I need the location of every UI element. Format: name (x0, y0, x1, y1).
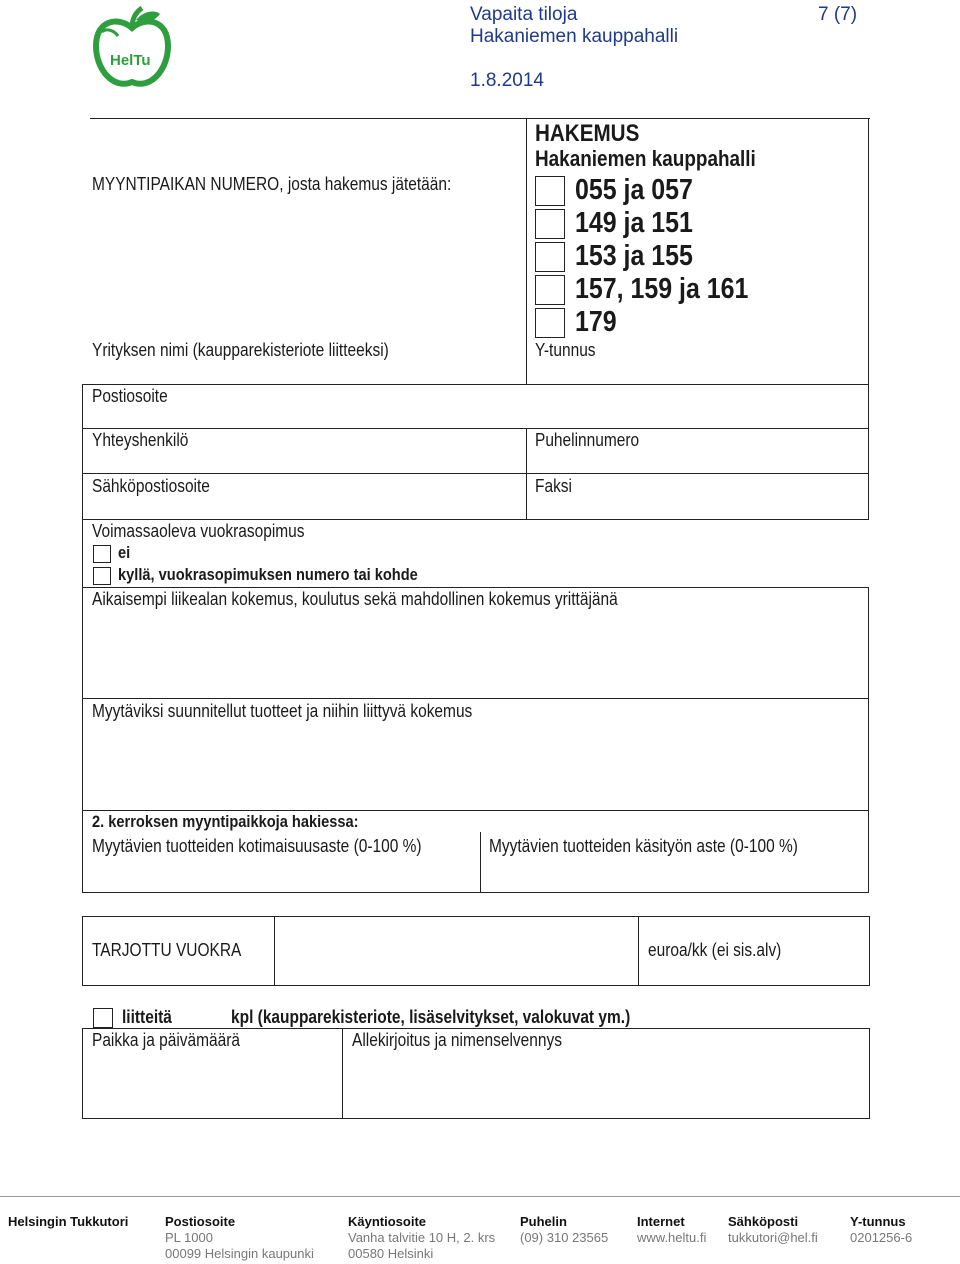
option-checkbox-2[interactable] (535, 209, 565, 239)
footer-postal-line2: 00099 Helsingin kaupunki (165, 1246, 314, 1261)
experience-field[interactable]: Aikaisempi liikealan kokemus, koulutus sekä mahdollinen kokemus yrittäjänä (92, 589, 618, 609)
row-divider-4 (82, 519, 869, 520)
lease-label: Voimassaoleva vuokrasopimus (92, 521, 305, 541)
apple-logo-icon (92, 6, 172, 94)
footer-visit-line1: Vanha talvitie 10 H, 2. krs (348, 1230, 496, 1245)
domestic-share-field[interactable]: Myytävien tuotteiden kotimaisuusaste (0-100 %) (92, 836, 422, 856)
footer-web-label: Internet (637, 1214, 685, 1229)
application-heading: HAKEMUS (535, 120, 640, 147)
option-checkbox-5[interactable] (535, 308, 565, 338)
offered-rent-label: TARJOTTU VUOKRA (92, 940, 242, 960)
rent-unit-label: euroa/kk (ei sis.alv) (648, 940, 782, 960)
option-label-5: 179 (575, 306, 617, 338)
footer-visit-label: Käyntiosoite (348, 1214, 427, 1229)
attachments-description: kpl (kaupparekisteriote, lisäselvitykset, valokuvat ym.) (231, 1007, 631, 1027)
row-divider-1 (82, 384, 869, 385)
lease-yes-checkbox[interactable] (93, 567, 111, 585)
application-heading-sub: Hakaniemen kauppahalli (535, 146, 756, 171)
business-id-field[interactable]: Y-tunnus (535, 340, 596, 360)
lease-no-checkbox[interactable] (93, 545, 111, 563)
footer-phone-value: (09) 310 23565 (520, 1230, 609, 1245)
phone-field[interactable]: Puhelinnumero (535, 430, 640, 450)
footer-org: Helsingin Tukkutori (8, 1214, 129, 1229)
attachments-checkbox[interactable] (93, 1008, 113, 1028)
form-right-border-bottom (868, 587, 869, 892)
row-divider-3 (82, 473, 869, 474)
footer-postal-label: Postiosoite (165, 1214, 236, 1229)
fax-field[interactable]: Faksi (535, 476, 572, 496)
lease-yes-label: kyllä, vuokrasopimuksen numero tai kohde (118, 565, 418, 584)
footer-divider (0, 1196, 960, 1197)
place-date-field[interactable]: Paikka ja päivämäärä (92, 1030, 241, 1050)
second-floor-label: 2. kerroksen myyntipaikkoja hakiessa: (92, 812, 359, 831)
footer-visit-line2: 00580 Helsinki (348, 1246, 434, 1261)
document-date: 1.8.2014 (470, 70, 544, 91)
postal-address-field[interactable]: Postiosoite (92, 386, 168, 406)
form-col-divider-3 (480, 832, 481, 892)
heltu-logo (92, 6, 172, 94)
option-label-4: 157, 159 ja 161 (575, 273, 749, 305)
form-right-border-top (868, 118, 869, 520)
footer-web-link[interactable]: www.heltu.fi (637, 1230, 707, 1245)
company-name-field[interactable]: Yrityksen nimi (kaupparekisteriote liitteeksi) (92, 340, 389, 360)
contact-person-field[interactable]: Yhteyshenkilö (92, 430, 189, 450)
row-divider-6 (82, 698, 869, 699)
form-bottom-border (82, 892, 869, 893)
row-divider-7 (82, 810, 869, 811)
option-checkbox-1[interactable] (535, 176, 565, 206)
footer-phone-label: Puhelin (520, 1214, 567, 1229)
form-left-border (82, 384, 83, 892)
footer-email-label: Sähköposti (728, 1214, 799, 1229)
logo-text: HelTu (110, 52, 151, 69)
rent-divider-1 (274, 916, 275, 985)
form-col-divider-2 (526, 428, 527, 520)
page-number: 7 (7) (818, 4, 858, 25)
option-label-3: 153 ja 155 (575, 240, 693, 272)
lease-no-label: ei (118, 543, 131, 562)
products-field[interactable]: Myytäviksi suunnitellut tuotteet ja niihin liittyvä kokemus (92, 701, 473, 721)
form-col-divider-1 (526, 118, 527, 384)
footer-id-label: Y-tunnus (850, 1214, 906, 1229)
attachments-label: liitteitä (122, 1007, 172, 1027)
option-label-2: 149 ja 151 (575, 207, 693, 239)
row-divider-5 (82, 587, 869, 588)
rent-divider-2 (638, 916, 639, 985)
signature-divider (342, 1028, 343, 1118)
sales-point-label: MYYNTIPAIKAN NUMERO, josta hakemus jätetään: (92, 174, 452, 194)
footer-email-link[interactable]: tukkutori@hel.fi (728, 1230, 818, 1245)
document-title: Vapaita tiloja (470, 4, 578, 25)
option-label-1: 055 ja 057 (575, 174, 693, 206)
option-checkbox-4[interactable] (535, 275, 565, 305)
offered-rent-input[interactable] (276, 918, 636, 982)
row-divider-2 (82, 428, 869, 429)
email-field[interactable]: Sähköpostiosoite (92, 476, 210, 496)
option-checkbox-3[interactable] (535, 242, 565, 272)
signature-field[interactable]: Allekirjoitus ja nimenselvennys (352, 1030, 562, 1050)
form-top-border (90, 118, 870, 119)
footer-postal-line1: PL 1000 (165, 1230, 213, 1245)
document-subtitle: Hakaniemen kauppahalli (470, 26, 679, 47)
handicraft-share-field[interactable]: Myytävien tuotteiden käsityön aste (0-100 %) (489, 836, 798, 856)
footer-id-value: 0201256-6 (850, 1230, 913, 1245)
